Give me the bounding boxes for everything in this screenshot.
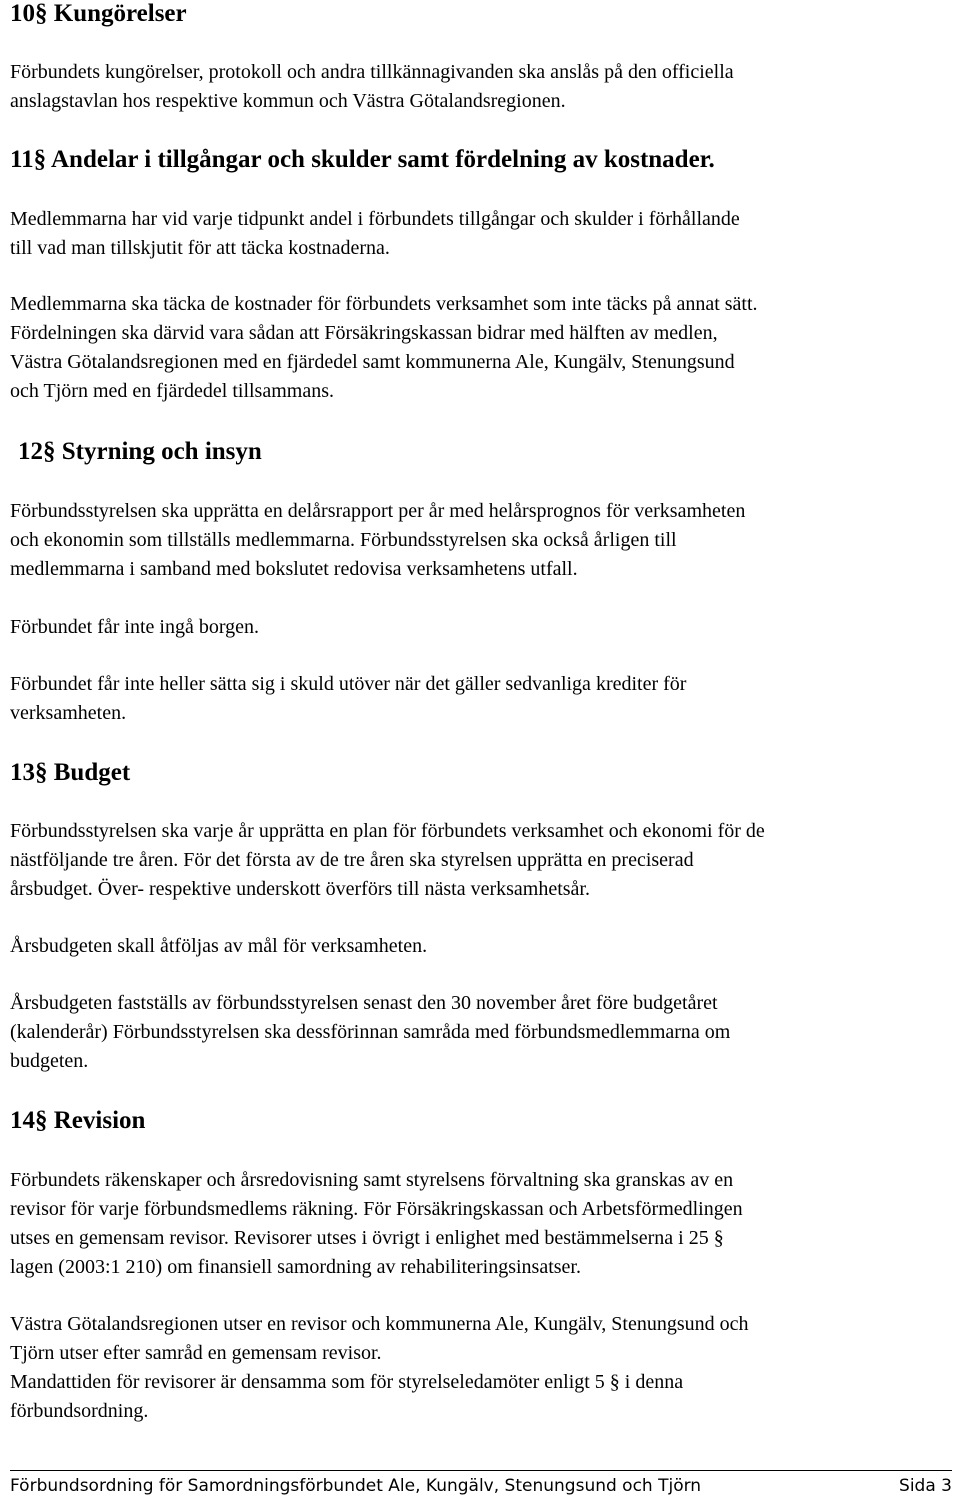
section-14-paragraph-2 (10, 1310, 952, 1426)
footer-divider (10, 1470, 952, 1471)
text-line: Förbundet får inte heller sätta sig i skuld utöver när det gäller sedvanliga krediter för (10, 673, 687, 695)
text-line: Förbundsstyrelsen ska upprätta en delårsrapport per år med helårsprognos för verksamheten (10, 500, 746, 522)
text-line: Förbundet får inte ingå borgen. (10, 616, 260, 638)
section-10-paragraph-1 (10, 58, 952, 116)
section-11-paragraph-1 (10, 205, 952, 263)
section-14-heading: 14§ Revision (10, 1107, 146, 1134)
text-line: utses en gemensam revisor. Revisorer utses i övrigt i enlighet med bestämmelserna i 25 § (10, 1227, 724, 1249)
text-line: Fördelningen ska därvid vara sådan att Försäkringskassan bidrar med hälften av medlen, (10, 322, 718, 344)
text-line: Medlemmarna ska täcka de kostnader för förbundets verksamhet som inte täcks på annat sätt. (10, 293, 758, 315)
text-line: Västra Götalandsregionen utser en revisor och kommunerna Ale, Kungälv, Stenungsund och (10, 1313, 749, 1335)
section-12-paragraph-3 (10, 670, 952, 728)
text-line: Mandattiden för revisorer är densamma som för styrelseledamöter enligt 5 § i denna (10, 1371, 684, 1393)
section-12-heading: 12§ Styrning och insyn (18, 438, 262, 465)
text-line: budgeten. (10, 1050, 89, 1072)
section-13-heading: 13§ Budget (10, 759, 131, 786)
text-line: Årsbudgeten fastställs av förbundsstyrelsen senast den 30 november året före budgetåret (10, 992, 718, 1014)
text-line: medlemmarna i samband med bokslutet redovisa verksamhetens utfall. (10, 558, 578, 580)
section-13-paragraph-3 (10, 989, 952, 1076)
text-line: anslagstavlan hos respektive kommun och Västra Götalandsregionen. (10, 90, 566, 112)
section-12-paragraph-2 (10, 613, 952, 642)
text-line: och ekonomin som tillställs medlemmarna. Förbundsstyrelsen ska också årligen till (10, 529, 677, 551)
page-number: Sida 3 (899, 1476, 952, 1496)
text-line: lagen (2003:1 210) om finansiell samordning av rehabiliteringsinsatser. (10, 1256, 581, 1278)
footer-title: Förbundsordning för Samordningsförbundet Ale, Kungälv, Stenungsund och Tjörn (10, 1476, 702, 1496)
text-line: årsbudget. Över- respektive underskott överförs till nästa verksamhetsår. (10, 878, 590, 900)
text-line: nästföljande tre åren. För det första av de tre åren ska styrelsen upprätta en preciserad (10, 849, 694, 871)
section-13-paragraph-1 (10, 817, 952, 904)
text-line: till vad man tillskjutit för att täcka kostnaderna. (10, 237, 390, 259)
text-line: revisor för varje förbundsmedlems räkning. För Försäkringskassan och Arbetsförmedlingen (10, 1198, 743, 1220)
text-line: Tjörn utser efter samråd en gemensam revisor. (10, 1342, 382, 1364)
text-line: verksamheten. (10, 702, 127, 724)
text-line: och Tjörn med en fjärdedel tillsammans. (10, 380, 334, 402)
section-11-heading: 11§ Andelar i tillgångar och skulder samt fördelning av kostnader. (10, 146, 715, 173)
text-line: Förbundets kungörelser, protokoll och andra tillkännagivanden ska anslås på den officiella (10, 61, 734, 83)
section-12-paragraph-1 (10, 497, 952, 584)
text-line: Förbundsstyrelsen ska varje år upprätta en plan för förbundets verksamhet och ekonomi för de (10, 820, 765, 842)
section-10-heading: 10§ Kungörelser (10, 0, 187, 27)
text-line: Årsbudgeten skall åtföljas av mål för verksamheten. (10, 935, 428, 957)
text-line: Medlemmarna har vid varje tidpunkt andel i förbundets tillgångar och skulder i förhållande (10, 208, 740, 230)
text-line: Förbundets räkenskaper och årsredovisning samt styrelsens förvaltning ska granskas av en (10, 1169, 734, 1191)
section-13-paragraph-2 (10, 932, 952, 961)
section-14-paragraph-1 (10, 1166, 952, 1282)
section-11-paragraph-2 (10, 290, 952, 406)
text-line: (kalenderår) Förbundsstyrelsen ska dessförinnan samråda med förbundsmedlemmarna om (10, 1021, 731, 1043)
text-line: förbundsordning. (10, 1400, 149, 1422)
text-line: Västra Götalandsregionen med en fjärdedel samt kommunerna Ale, Kungälv, Stenungsund (10, 351, 735, 373)
